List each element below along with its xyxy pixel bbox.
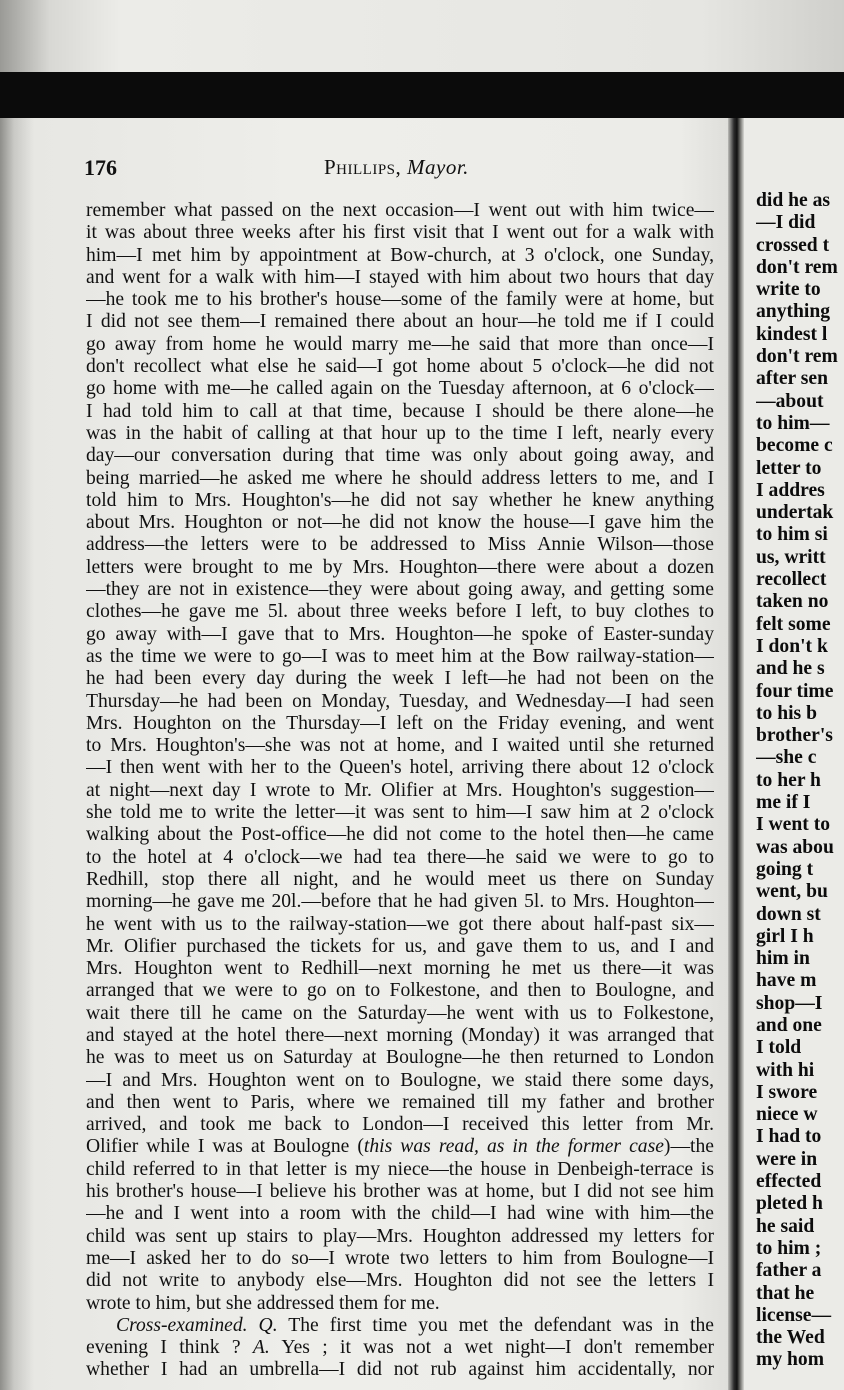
text-line: day—our conversation during that time was only about going away, and	[86, 445, 714, 467]
italic-note: this was read, as in the former case	[363, 1136, 664, 1158]
text-line: at night—next day I wrote to Mr. Olifier at Mrs. Houghton's suggestion—	[86, 779, 714, 801]
text-line: did not write to anybody else—Mrs. Houghton did not see the letters I	[86, 1270, 714, 1292]
fragment-line: that he	[756, 1282, 815, 1304]
fragment-line: to him si	[756, 524, 828, 546]
text-line: arrived, and took me back to London—I received this letter from Mr.	[86, 1114, 714, 1136]
text-line: and then went to Paris, where we remained till my father and brother	[86, 1091, 714, 1113]
text-line: as the time we were to go—I was to meet him at the Bow railway-station—	[86, 645, 714, 667]
fragment-line: —she c	[756, 747, 817, 769]
text-line: arranged that we were to go on to Folkestone, and then to Boulogne, and	[86, 980, 714, 1002]
fragment-line: I don't k	[756, 635, 828, 657]
text-line: he went with us to the railway-station—we got there about half-past six—	[86, 913, 714, 935]
cross-examination-line	[86, 1315, 714, 1337]
fragment-line: went, bu	[756, 881, 828, 903]
text-line: was in the habit of calling at that hour up to the time I left, nearly every	[86, 422, 714, 444]
fragment-line: —about	[756, 390, 824, 412]
running-title-name: Phillips,	[324, 155, 402, 179]
fragment-line: him in	[756, 948, 810, 970]
text-line-with-italic	[86, 1136, 714, 1158]
fragment-line: shop—I	[756, 992, 823, 1014]
fragment-line: girl I h	[756, 925, 814, 947]
fragment-line: and he s	[756, 658, 825, 680]
fragment-line: us, writt	[756, 546, 826, 568]
fragment-line: were in	[756, 1148, 818, 1170]
text-line: child referred to in that letter is my niece—the house in Denbeigh-terrace is	[86, 1158, 714, 1180]
fragment-line: undertak	[756, 502, 834, 524]
text-segment: Olifier while I was at Boulogne (	[86, 1136, 364, 1158]
fragment-line: four time	[756, 680, 834, 702]
text-line: —he and I went into a room with the child—I had wine with him—the	[86, 1203, 714, 1225]
text-line: she told me to write the letter—it was sent to him—I saw him at 2 o'clock	[86, 802, 714, 824]
fragment-line: recollect	[756, 569, 827, 591]
text-line: me—I asked her to do so—I wrote two letters to him from Boulogne—I	[86, 1247, 714, 1269]
fragment-line: felt some	[756, 613, 831, 635]
text-line: wrote to him, but she addressed them for me.	[86, 1292, 440, 1314]
text-line: go home with me—he called again on the Tuesday afternoon, at 6 o'clock—	[86, 378, 714, 400]
text-line: walking about the Post-office—he did not come to the hotel then—he came	[86, 824, 714, 846]
text-line: wait there till he came on the Saturday—he went with us to Folkestone,	[86, 1002, 714, 1024]
page-number: 176	[84, 155, 117, 180]
text-segment: Yes ; it was not a wet night—I don't remember	[281, 1337, 714, 1359]
fragment-line: anything	[756, 301, 831, 323]
fragment-line: don't rem	[756, 256, 838, 278]
text-line: don't recollect what else he said—I got home about 5 o'clock—he did not	[86, 356, 714, 378]
text-line: Mrs. Houghton on the Thursday—I left on the Friday evening, and went	[86, 712, 714, 734]
fragment-line: pleted h	[756, 1193, 823, 1215]
text-line: his brother's house—I believe his brother was at home, but I did not see him	[86, 1181, 714, 1203]
fragment-line: niece w	[756, 1104, 818, 1126]
fragment-line: I went to	[756, 814, 831, 836]
text-line: told him to Mrs. Houghton's—he did not say whether he knew anything	[86, 489, 714, 511]
text-line: Thursday—he had been on Monday, Tuesday, and Wednesday—I had seen	[86, 690, 714, 712]
fragment-line: with hi	[756, 1059, 815, 1081]
fragment-line: I had to	[756, 1126, 822, 1148]
fragment-line: write to	[756, 279, 821, 301]
text-line: and stayed at the hotel there—next morning (Monday) it was arranged that	[86, 1024, 714, 1046]
text-segment: evening I think ?	[86, 1337, 241, 1359]
fragment-line: I addres	[756, 479, 825, 501]
fragment-line: the Wed	[756, 1327, 825, 1349]
text-line: clothes—he gave me 5l. about three weeks before I left, to buy clothes to	[86, 601, 714, 623]
text-line: I did not see them—I remained there about an hour—he told me if I could	[86, 311, 714, 333]
text-line: he had been every day during the week I left—he had not been on the	[86, 668, 714, 690]
fragment-line: did he as	[756, 190, 831, 211]
fragment-line: to him ;	[756, 1237, 822, 1259]
text-segment: The first time you met the defendant was in the	[288, 1314, 714, 1336]
fragment-line: become c	[756, 435, 833, 457]
fragment-line: he said	[756, 1215, 815, 1237]
text-line: Redhill, stop there all night, and he would meet us there on Sunday	[86, 868, 714, 890]
text-line: go away with—I gave that to Mrs. Houghton—he spoke of Easter-sunday	[86, 623, 714, 645]
fragment-line: to his b	[756, 702, 817, 724]
question-label: Q.	[258, 1314, 278, 1336]
page-header	[84, 155, 724, 187]
fragment-line: letter to	[756, 457, 822, 479]
text-line: to the hotel at 4 o'clock—we had tea there—he said we were to go to	[86, 846, 714, 868]
text-line: being married—he asked me where he should address letters to me, and I	[86, 467, 714, 489]
text-line: to Mrs. Houghton's—she was not at home, and I waited until she returned	[86, 735, 714, 757]
text-line: him—I met him by appointment at Bow-church, at 3 o'clock, one Sunday,	[86, 244, 714, 266]
text-line: —they are not in existence—they were about going away, and getting some	[86, 579, 714, 601]
text-line: it was about three weeks after his first visit that I went out for a walk with	[86, 222, 714, 244]
cross-examined-label: Cross-examined.	[116, 1314, 248, 1336]
fragment-line: me if I	[756, 792, 811, 814]
fragment-line: father a	[756, 1260, 822, 1282]
running-title-office: Mayor.	[407, 155, 469, 179]
text-line: letters were brought to me by Mrs. Houghton—there were about a dozen	[86, 556, 714, 578]
text-line: Mrs. Houghton went to Redhill—next morning he met us there—it was	[86, 958, 714, 980]
text-line: about Mrs. Houghton or not—he did not know the house—I gave him the	[86, 512, 714, 534]
fragment-line: don't rem	[756, 346, 838, 368]
book-gutter	[728, 118, 744, 1390]
running-title	[324, 155, 469, 180]
fragment-line: effected	[756, 1171, 822, 1193]
fragment-line: crossed t	[756, 234, 830, 256]
fragment-line: license—	[756, 1304, 832, 1326]
fragment-line: kindest l	[756, 323, 828, 345]
facing-page-text-fragment	[756, 190, 844, 1372]
text-line: remember what passed on the next occasion—I went out with him twice—	[86, 200, 714, 221]
cross-examination-line: whether I had an umbrella—I did not rub against him accidentally, nor	[86, 1359, 714, 1381]
fragment-line: I told	[756, 1037, 802, 1059]
fragment-line: going t	[756, 858, 814, 880]
fragment-line: and one	[756, 1014, 822, 1036]
fragment-line: I swore	[756, 1081, 818, 1103]
fragment-line: taken no	[756, 591, 829, 613]
fragment-line: to her h	[756, 769, 821, 791]
main-text-column	[86, 200, 714, 1382]
text-line: he was to meet us on Saturday at Boulogne—he then returned to London	[86, 1047, 714, 1069]
fragment-line: brother's	[756, 725, 833, 747]
text-line: address—the letters were to be addressed to Miss Annie Wilson—those	[86, 534, 714, 556]
fragment-line: have m	[756, 970, 817, 992]
text-segment: )—the	[663, 1136, 714, 1158]
answer-label: A.	[252, 1337, 270, 1359]
text-line: and went for a walk with him—I stayed with him about two hours that day	[86, 266, 714, 288]
fragment-line: to him—	[756, 412, 830, 434]
fragment-line: —I did	[756, 212, 816, 234]
text-line: morning—he gave me 20l.—before that he had given 5l. to Mrs. Houghton—	[86, 891, 714, 913]
fragment-line: down st	[756, 903, 821, 925]
text-line: —I then went with her to the Queen's hotel, arriving there about 12 o'clock	[86, 757, 714, 779]
text-line: —he took me to his brother's house—some of the family were at home, but	[86, 289, 714, 311]
text-line: child was sent up stairs to play—Mrs. Houghton addressed my letters for	[86, 1225, 714, 1247]
text-line: Mr. Olifier purchased the tickets for us, and gave them to us, and I and	[86, 935, 714, 957]
scan-top-margin	[0, 0, 844, 80]
fragment-line: after sen	[756, 368, 829, 390]
text-line: go away from home he would marry me—he said that more than once—I	[86, 333, 714, 355]
fragment-line: my hom	[756, 1349, 825, 1371]
text-line: I had told him to call at that time, because I should be there alone—he	[86, 400, 714, 422]
text-line: —I and Mrs. Houghton went on to Boulogne, we staid there some days,	[86, 1069, 714, 1091]
fragment-line: was abou	[756, 836, 834, 858]
cross-examination-line	[86, 1337, 714, 1359]
